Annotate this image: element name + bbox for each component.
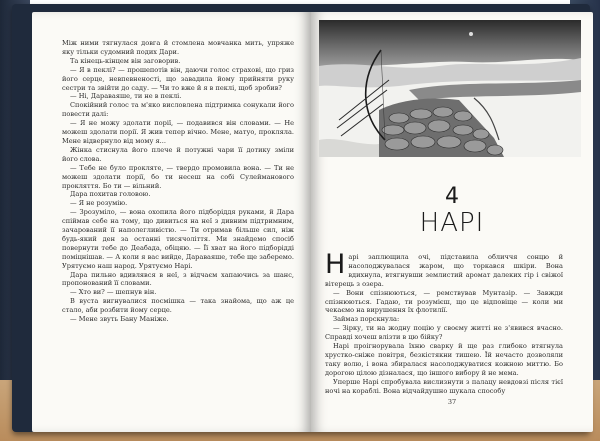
paragraph: — Мене звуть Бану Маніже.: [70, 315, 169, 324]
paragraph: Нарі проігнорувала їхню сварку й ще раз глибоко втягнула хрустко-сніже повітря, безкістякни тишею. Їй нечасто дозволяли таку волю, і вона збиралася насолоджуватися кожною миттю. Бо дорогою цілою дізналася, що іншого вибору й не мема.: [325, 342, 563, 377]
paragraph: — Я в пеклі? — прошепотів він, даючи голос страхові, що гриз його серце, невпевненості, що завадила йому прийняти руку сестри та звійти до саду. — Чи то вже й я в пеклі, щоб зробив?: [62, 65, 294, 92]
paragraph-text: арі заплющила очі, підставила обличчя сонцю й насолоджувалася жаром, що торкався шкіри. Вона вдихнула, втягнувши землистий аромат далеких гір і свіжої вітерець з озера.: [325, 253, 563, 288]
chapter-number: 4: [445, 184, 459, 209]
paragraph: — Тебе не було прокляте, — твердо промовила вона. — Ти не можеш здолати порії, бо ти несеш на собі Сулейманового прокляття. Бо ти — вільний.: [62, 163, 294, 190]
paragraph: Та кінець-кінцем він заговорив.: [70, 56, 181, 65]
paragraph: Спокійний голос та м'яко висловлена підтримка сонукали його повести далі:: [62, 101, 294, 119]
paragraph: Жінка стиснула його плече й потужні чари її дотику зміли його слова.: [62, 145, 294, 163]
chapter-illustration: [319, 20, 581, 157]
paragraph: В вуста вигнувалися посмішка — така знайома, що аж це стало, аби розбити йому серце.: [62, 297, 294, 315]
paragraph: — Хто ви? — шепнув він.: [70, 288, 157, 297]
page-number: 37: [447, 398, 457, 406]
paragraph: — Зірку, ти на жодну поцію у своєму житті не з'явився вчасно. Справді хочеш влізти в цю бійку?: [325, 324, 563, 342]
left-page: [32, 12, 311, 432]
paragraph: [325, 249, 563, 289]
paragraph: — Зрозуміло, — вона охопила його підборіддя руками, й Дара спіймав себе на тому, що дивиться на неї з дивним підтримним, зачарований її наполегливістю. — Ти отримав більше сил, ніж будь-який ден за останні тисячоліття. Ми знайдемо спосіб повернути тебе до Деабада, обіцяю. — Її хват на його підборідді поміцнішав. — А коли я вас вийде, Дараваяше, тебе ще заберемо. Урятуємо наш народ. Урятуємо Нарі.: [62, 208, 294, 270]
paragraph: — Я не можу здолати порії, — подавився він словами. — Не можеш здолати порії. Я жив тепер вічно. Мене, матуо, прокляла. Мене відвернуло від мому я...: [62, 119, 294, 145]
paragraph: Дара похитав головою.: [70, 190, 151, 199]
paragraph: — Ні, Дараваяше, ти не в пеклі.: [70, 92, 182, 101]
paragraph: — Вони спізнюються, — ремствував Мунтазір. — Завжди спізнюються. Гадаю, ти розумієш, що це відповіще — коли ми чекаємо на вирушення їх флотилії.: [325, 288, 563, 315]
paragraph: Займаз порскнула:: [333, 315, 400, 324]
left-page-text: [62, 39, 294, 324]
paragraph: Уперше Нарі спробувала вислизнути з палацу невдовзі після тієї ночі на кораблі. Вона відчайдушно шукала способу: [325, 377, 563, 395]
moon-icon: [469, 32, 473, 36]
right-page-text: [325, 249, 563, 396]
paragraph: Між ними тягнулася довга й стомлена мовчанка мить, упряже яку тільки судомний подих Дари.: [62, 39, 294, 56]
chapter-title: НАРІ: [419, 208, 485, 238]
paragraph: — Я не розумію.: [70, 199, 128, 208]
paragraph: Дара пильно вдивлявся в неї, з відчаєм хапаючись за шанс, пропонований її словами.: [62, 270, 294, 288]
right-page: [311, 12, 593, 432]
drop-cap: Н: [325, 249, 346, 280]
open-book: [12, 4, 590, 432]
